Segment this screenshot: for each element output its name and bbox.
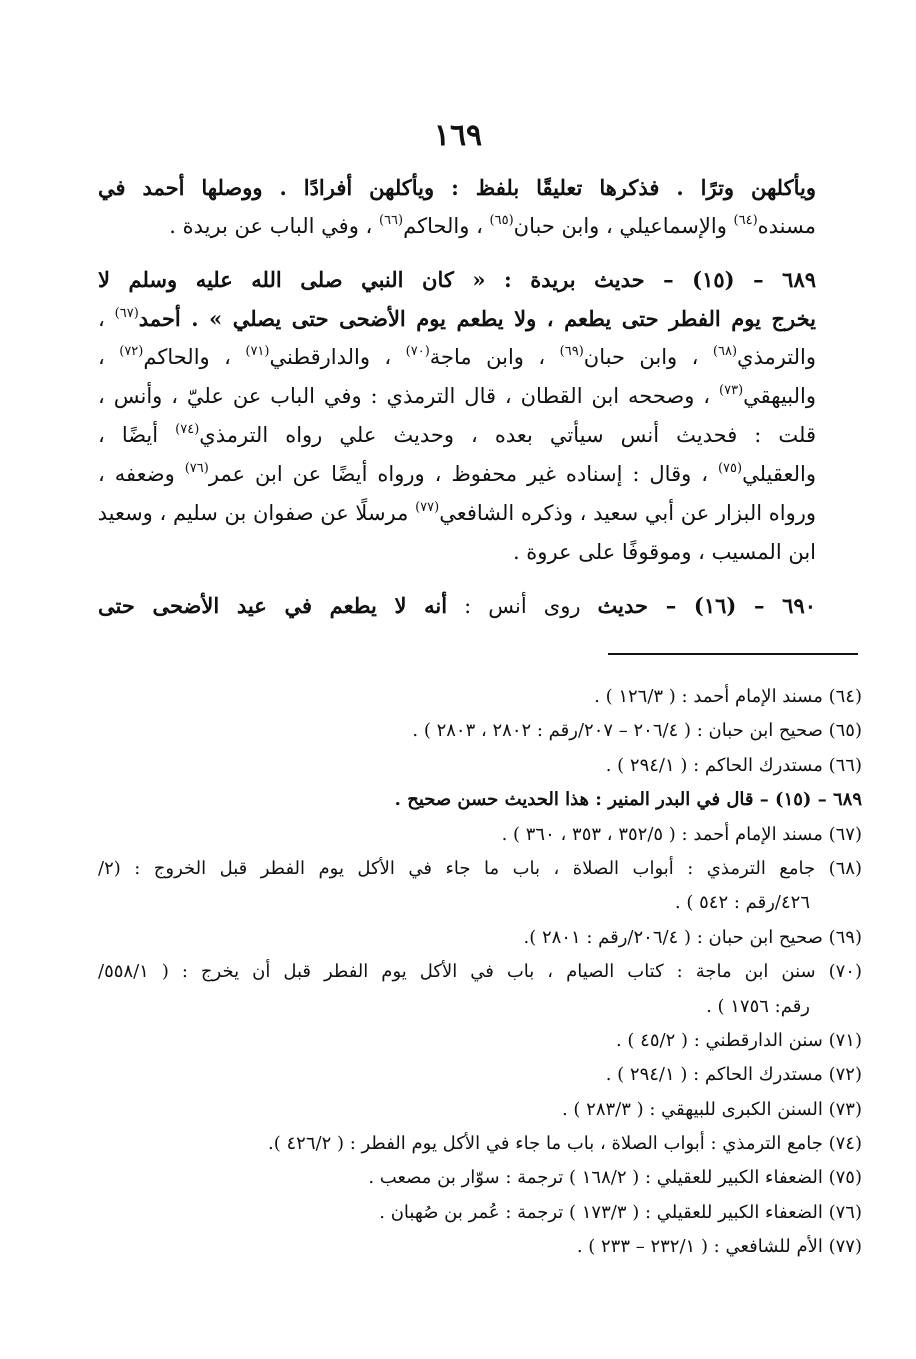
paragraph-1-line-1: ويأكلهن وترًا . فذكرها تعليقًا بلفظ : ويأكلهن أفرادًا . ووصلها أحمد في <box>98 175 816 200</box>
hadith-689-line-1: ٦٨٩ – (١٥) – حديث بريدة : « كان النبي صلى الله عليه وسلم لا <box>98 267 816 292</box>
footnote-65: (٦٥) صحيح ابن حبان : ( ٢٠٦/٤ – ٢٠٧/رقم : ٢٨٠٢ ، ٢٨٠٣ ) . <box>412 720 862 742</box>
footnote-76: (٧٦) الضعفاء الكبير للعقيلي : ( ١٧٣/٣ ) ترجمة : عُمر بن صُهبان . <box>379 1201 862 1223</box>
footnote-ref: (٦٦) <box>378 213 404 228</box>
hadith-689-line-8: ابن المسيب ، وموقوفًا على عروة . <box>512 540 816 564</box>
footnote-ref: (٧٢) <box>119 344 144 359</box>
footnote-70-continuation: رقم: ١٧٥٦ ) . <box>706 995 810 1017</box>
footnote-69: (٦٩) صحيح ابن حبان : ( ٢٠٦/٤/رقم : ٢٨٠١ ). <box>523 926 862 948</box>
footnote-64: (٦٤) مسند الإمام أحمد : ( ١٢٦/٣ ) . <box>594 686 862 707</box>
footnote-ref: (٧٥) <box>717 461 743 476</box>
footnote-ref: (٧٦) <box>184 461 209 476</box>
footnote-75: (٧٥) الضعفاء الكبير للعقيلي : ( ١٦٨/٢ ) ترجمة : سوّار بن مصعب . <box>368 1167 862 1189</box>
footnotes <box>98 680 862 1265</box>
footnote-ref: (٦٧) <box>114 306 139 321</box>
footnote-ref: (٦٩) <box>559 344 584 359</box>
footnote-ref: (٧٤) <box>175 422 200 437</box>
paragraph-2-hadith-689 <box>98 260 816 572</box>
hadith-689-line-4: والبيهقي$^{(٧٣)}$ ، وصححه ابن القطان ، قال الترمذي : وفي الباب عن عليّ ، وأنس ، <box>98 383 816 408</box>
footnote-71: (٧١) سنن الدارقطني : ( ٤٥/٢ ) . <box>615 1029 862 1051</box>
hadith-689-line-7: ورواه البزار عن أبي سعيد ، وذكره الشافعي$^{(٧٧)}$ مرسلًا عن صفوان بن سليم ، وسعيد <box>98 500 816 525</box>
hadith-689-line-5: قلت : فحديث أنس سيأتي بعده ، وحديث علي رواه الترمذي$^{(٧٤)}$ أيضًا ، <box>98 422 816 447</box>
footnote-77: (٧٧) الأم للشافعي : ( ٢٣٢/١ – ٢٣٣ ) . <box>576 1236 862 1258</box>
paragraph-1-line-2: مسنده$^{(٦٤)}$ والإسماعيلي ، وابن حبان$^{(٦٥)}$ ، والحاكم$^{(٦٦)}$ ، وفي الباب عن بريدة . <box>169 213 816 238</box>
hadith-690-line-1: ٦٩٠ – (١٦) – حديث روى أنس : أنه لا يطعم في عيد الأضحى حتى <box>98 593 816 618</box>
hadith-689-line-3: والترمذي$^{(٦٨)}$ ، وابن حبان$^{(٦٩)}$ ، وابن ماجة$^{(٧٠)}$ ، والدارقطني$^{(٧١)}$ ، والحاكم$^{(٧٢)}$ ، <box>98 344 816 369</box>
hadith-689-line-2: يخرج يوم الفطر حتى يطعم ، ولا يطعم يوم الأضحى حتى يصلي » . أحمد$^{(٦٧)}$ ، <box>98 306 816 331</box>
footnote-ref: (٧٣) <box>719 383 744 398</box>
footnote-73: (٧٣) السنن الكبرى للبيهقي : ( ٢٨٣/٣ ) . <box>561 1098 862 1120</box>
page-number: ١٦٩ <box>433 118 483 153</box>
footnote-72: (٧٢) مستدرك الحاكم : ( ٢٩٤/١ ) . <box>605 1064 862 1086</box>
footnote-heading-689: ٦٨٩ – (١٥) – قال في البدر المنير : هذا الحديث حسن صحيح . <box>394 789 862 811</box>
footnote-ref: (٧٠) <box>405 344 430 359</box>
footnote-ref: (٦٨) <box>712 344 738 359</box>
footnote-74: (٧٤) جامع الترمذي : أبواب الصلاة ، باب ما جاء في الأكل يوم الفطر : ( ٤٢٦/٢ ). <box>268 1133 862 1155</box>
footnote-66: (٦٦) مستدرك الحاكم : ( ٢٩٤/١ ) . <box>605 754 862 776</box>
footnote-ref: (٦٥) <box>489 213 514 228</box>
footnote-67: (٦٧) مسند الإمام أحمد : ( ٣٥٢/٥ ، ٣٥٣ ، ٣٦٠ ) . <box>501 823 862 845</box>
footnote-divider <box>608 653 858 655</box>
paragraph-1 <box>98 168 816 246</box>
footnote-70: (٧٠) سنن ابن ماجة : كتاب الصيام ، باب في الأكل يوم الفطر قبل أن يخرج : ( ٥٥٨/١/ <box>98 961 862 983</box>
footnote-ref: (٧٧) <box>415 500 440 515</box>
footnote-68-continuation: ٤٢٦/رقم : ٥٤٢ ) . <box>674 892 810 914</box>
footnote-ref: (٦٤) <box>733 213 758 228</box>
paragraph-3-hadith-690 <box>98 586 816 625</box>
footnote-ref: (٧١) <box>245 344 270 359</box>
hadith-689-line-6: والعقيلي$^{(٧٥)}$ ، وقال : إسناده غير محفوظ ، ورواه أيضًا عن ابن عمر$^{(٧٦)}$ وضعفه ، <box>98 461 816 486</box>
main-text <box>98 168 816 625</box>
footnote-68: (٦٨) جامع الترمذي : أبواب الصلاة ، باب ما جاء في الأكل يوم الفطر قبل الخروج : (٢/ <box>98 857 862 879</box>
